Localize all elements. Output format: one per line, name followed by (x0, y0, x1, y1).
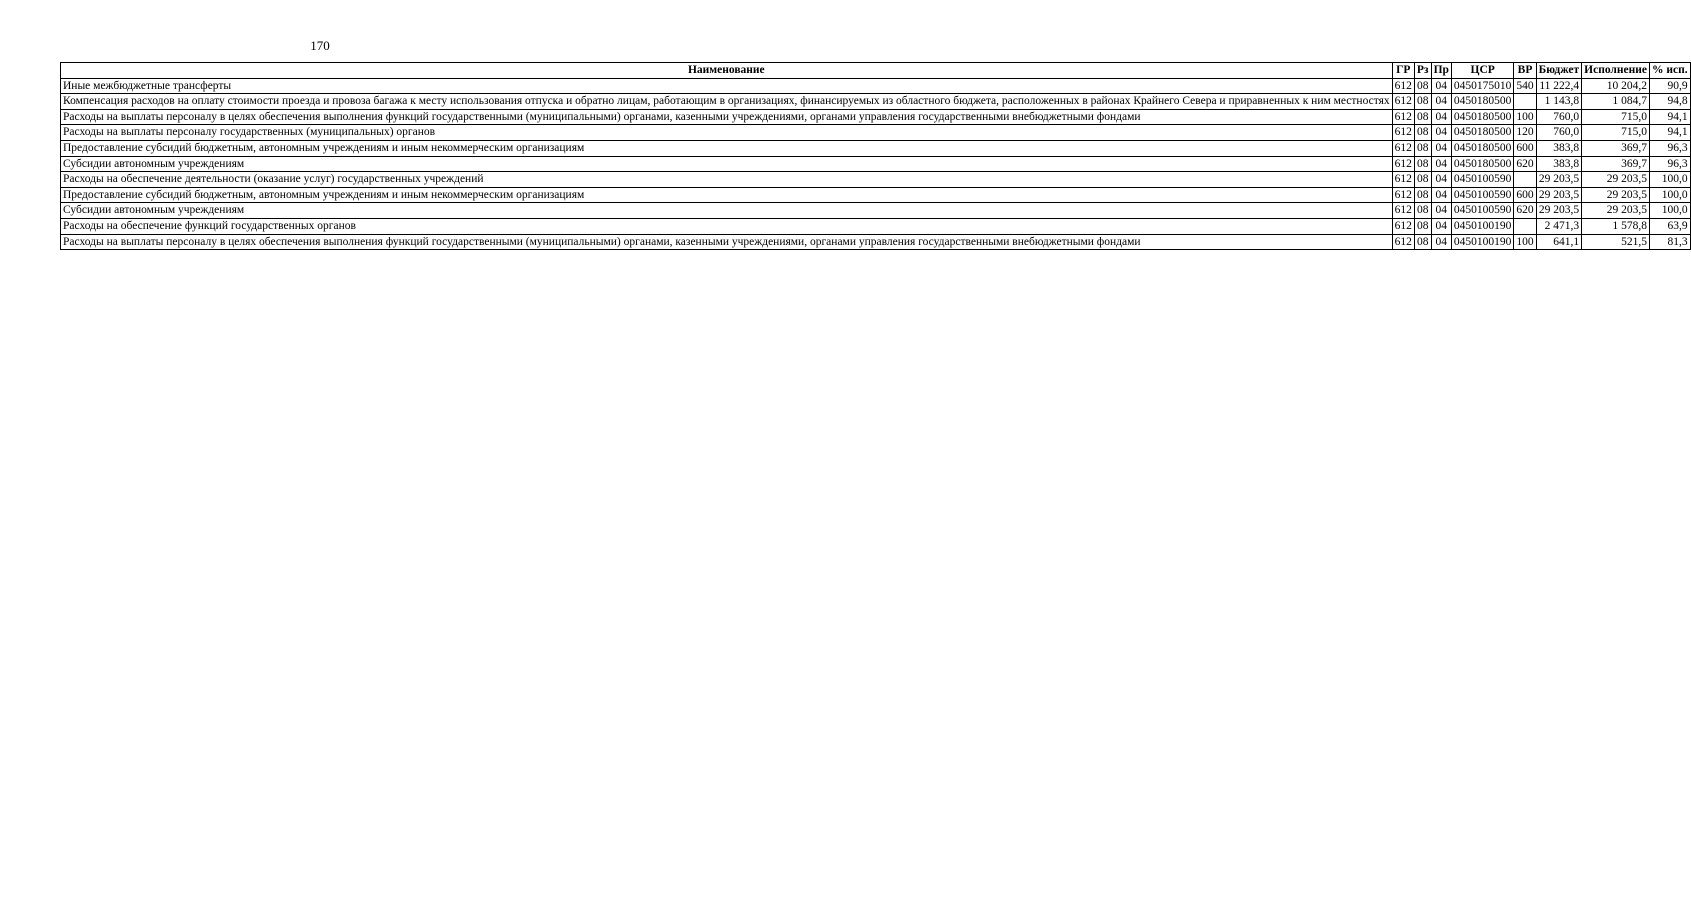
header-percent: % исп. (1649, 63, 1690, 79)
row-vr (1514, 172, 1536, 188)
row-execution: 29 203,5 (1582, 187, 1650, 203)
row-budget: 760,0 (1536, 125, 1582, 141)
row-csr: 0450175010 (1451, 78, 1514, 94)
row-csr: 0450180500 (1451, 156, 1514, 172)
row-rz: 08 (1414, 156, 1431, 172)
row-percent: 100,0 (1649, 203, 1690, 219)
row-csr: 0450180500 (1451, 125, 1514, 141)
row-gr: 612 (1392, 125, 1414, 141)
row-budget: 760,0 (1536, 109, 1582, 125)
row-vr (1514, 218, 1536, 234)
header-name: Наименование (61, 63, 1393, 79)
row-name: Субсидии автономным учреждениям (61, 156, 1393, 172)
row-gr: 612 (1392, 187, 1414, 203)
row-execution: 715,0 (1582, 109, 1650, 125)
row-gr: 612 (1392, 140, 1414, 156)
row-csr: 0450100590 (1451, 203, 1514, 219)
row-gr: 612 (1392, 234, 1414, 250)
row-budget: 2 471,3 (1536, 218, 1582, 234)
row-budget: 29 203,5 (1536, 172, 1582, 188)
row-rz: 08 (1414, 125, 1431, 141)
row-pr: 04 (1431, 234, 1451, 250)
row-percent: 100,0 (1649, 172, 1690, 188)
table-row (61, 125, 1691, 141)
row-pr: 04 (1431, 156, 1451, 172)
row-rz: 08 (1414, 172, 1431, 188)
row-rz: 08 (1414, 109, 1431, 125)
row-name: Иные межбюджетные трансферты (61, 78, 1393, 94)
page-number: 170 (310, 38, 330, 53)
row-pr: 04 (1431, 125, 1451, 141)
row-rz: 08 (1414, 218, 1431, 234)
row-rz: 08 (1414, 187, 1431, 203)
row-vr: 600 (1514, 140, 1536, 156)
row-csr: 0450180500 (1451, 140, 1514, 156)
header-execution: Исполнение (1582, 63, 1650, 79)
row-budget: 29 203,5 (1536, 187, 1582, 203)
row-execution: 369,7 (1582, 156, 1650, 172)
header-vr: ВР (1514, 63, 1536, 79)
row-name: Субсидии автономным учреждениям (61, 203, 1393, 219)
row-pr: 04 (1431, 203, 1451, 219)
row-budget: 11 222,4 (1536, 78, 1582, 94)
table-row (61, 218, 1691, 234)
row-execution: 1 578,8 (1582, 218, 1650, 234)
row-name: Расходы на обеспечение деятельности (оказание услуг) государственных учреждений (61, 172, 1393, 188)
row-gr: 612 (1392, 156, 1414, 172)
row-percent: 96,3 (1649, 156, 1690, 172)
row-execution: 29 203,5 (1582, 172, 1650, 188)
row-rz: 08 (1414, 234, 1431, 250)
header-pr: Пр (1431, 63, 1451, 79)
row-vr: 600 (1514, 187, 1536, 203)
row-percent: 90,9 (1649, 78, 1690, 94)
row-name: Расходы на выплаты персоналу государственных (муниципальных) органов (61, 125, 1393, 141)
table-row (61, 94, 1691, 110)
header-budget: Бюджет (1536, 63, 1582, 79)
table-row (61, 234, 1691, 250)
row-name: Предоставление субсидий бюджетным, автономным учреждениям и иным некоммерческим организациям (61, 140, 1393, 156)
header-rz: Рз (1414, 63, 1431, 79)
row-rz: 08 (1414, 94, 1431, 110)
row-vr: 620 (1514, 203, 1536, 219)
row-execution: 10 204,2 (1582, 78, 1650, 94)
table-row (61, 156, 1691, 172)
row-execution: 521,5 (1582, 234, 1650, 250)
row-name: Компенсация расходов на оплату стоимости проезда и провоза багажа к месту использования отпуска и обратно лицам, работающим в организациях, финансируемых из областного бюджета, расположенных в районах Крайнего Севера и приравненных к ним местностях (61, 94, 1393, 110)
table-row (61, 203, 1691, 219)
row-vr: 540 (1514, 78, 1536, 94)
row-pr: 04 (1431, 187, 1451, 203)
row-percent: 94,1 (1649, 125, 1690, 141)
row-name: Предоставление субсидий бюджетным, автономным учреждениям и иным некоммерческим организациям (61, 187, 1393, 203)
header-gr: ГР (1392, 63, 1414, 79)
row-execution: 369,7 (1582, 140, 1650, 156)
row-budget: 1 143,8 (1536, 94, 1582, 110)
row-vr: 620 (1514, 156, 1536, 172)
row-budget: 29 203,5 (1536, 203, 1582, 219)
row-csr: 0450100590 (1451, 187, 1514, 203)
row-gr: 612 (1392, 109, 1414, 125)
table-row (61, 78, 1691, 94)
row-gr: 612 (1392, 172, 1414, 188)
row-budget: 383,8 (1536, 156, 1582, 172)
row-budget: 641,1 (1536, 234, 1582, 250)
row-pr: 04 (1431, 218, 1451, 234)
table-header-row (61, 63, 1691, 79)
row-csr: 0450180500 (1451, 94, 1514, 110)
row-gr: 612 (1392, 78, 1414, 94)
row-percent: 81,3 (1649, 234, 1690, 250)
row-name: Расходы на выплаты персоналу в целях обеспечения выполнения функций государственными (муниципальными) органами, казенными учреждениями, органами управления государственными внебюджетными фондами (61, 109, 1393, 125)
row-csr: 0450100190 (1451, 218, 1514, 234)
row-pr: 04 (1431, 109, 1451, 125)
row-csr: 0450100590 (1451, 172, 1514, 188)
row-gr: 612 (1392, 94, 1414, 110)
row-rz: 08 (1414, 203, 1431, 219)
row-csr: 0450100190 (1451, 234, 1514, 250)
row-rz: 08 (1414, 140, 1431, 156)
table-row (61, 172, 1691, 188)
row-pr: 04 (1431, 172, 1451, 188)
row-rz: 08 (1414, 78, 1431, 94)
row-percent: 94,1 (1649, 109, 1690, 125)
row-vr: 100 (1514, 109, 1536, 125)
table-row (61, 109, 1691, 125)
row-budget: 383,8 (1536, 140, 1582, 156)
budget-table (60, 62, 1691, 250)
header-csr: ЦСР (1451, 63, 1514, 79)
row-vr: 120 (1514, 125, 1536, 141)
row-execution: 1 084,7 (1582, 94, 1650, 110)
row-pr: 04 (1431, 140, 1451, 156)
row-name: Расходы на выплаты персоналу в целях обеспечения выполнения функций государственными (муниципальными) органами, казенными учреждениями, органами управления государственными внебюджетными фондами (61, 234, 1393, 250)
row-percent: 63,9 (1649, 218, 1690, 234)
row-name: Расходы на обеспечение функций государственных органов (61, 218, 1393, 234)
row-gr: 612 (1392, 203, 1414, 219)
row-execution: 29 203,5 (1582, 203, 1650, 219)
row-percent: 96,3 (1649, 140, 1690, 156)
row-percent: 94,8 (1649, 94, 1690, 110)
table-row (61, 187, 1691, 203)
row-percent: 100,0 (1649, 187, 1690, 203)
table-row (61, 140, 1691, 156)
row-vr (1514, 94, 1536, 110)
row-gr: 612 (1392, 218, 1414, 234)
row-csr: 0450180500 (1451, 109, 1514, 125)
row-pr: 04 (1431, 94, 1451, 110)
row-execution: 715,0 (1582, 125, 1650, 141)
row-pr: 04 (1431, 78, 1451, 94)
row-vr: 100 (1514, 234, 1536, 250)
